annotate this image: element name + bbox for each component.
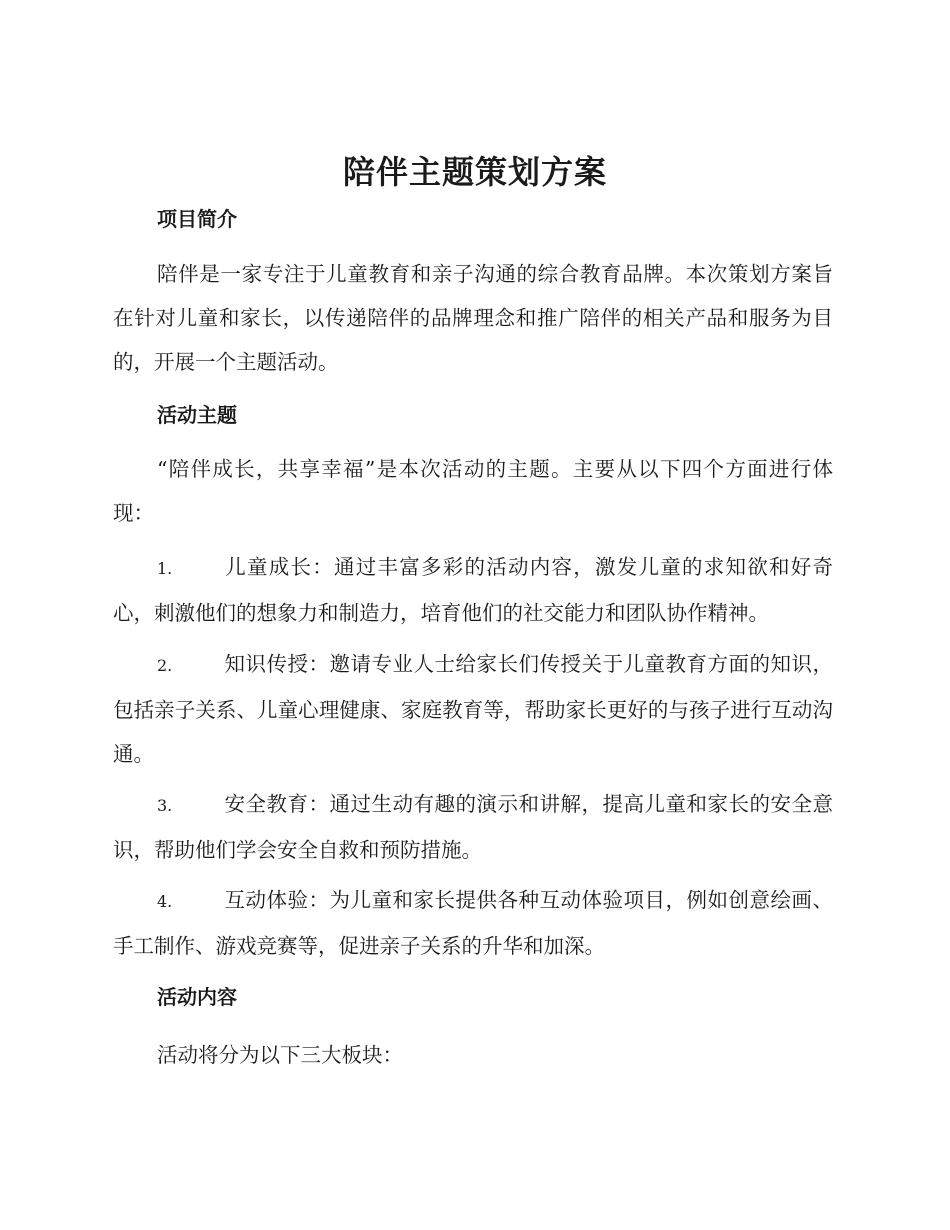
section-heading-project-intro: 项目简介 (157, 207, 237, 231)
list-item-text: 互动体验：为儿童和家长提供各种互动体验项目，例如创意绘画、手工制作、游戏竞赛等，促进亲子关系的升华和加深。 (113, 888, 833, 958)
list-item (113, 782, 833, 872)
list-item-number: 3. (157, 796, 173, 815)
list-item-text: 知识传授：邀请专业人士给家长们传授关于儿童教育方面的知识，包括亲子关系、儿童心理健康、家庭教育等，帮助家长更好的与孩子进行互动沟通。 (113, 652, 833, 766)
list-item (113, 878, 833, 968)
list-item-text: 安全教育：通过生动有趣的演示和讲解，提高儿童和家长的安全意识，帮助他们学会安全自救和预防措施。 (113, 792, 833, 862)
section-heading-activity-content: 活动内容 (157, 985, 237, 1009)
section-paragraph-project-intro: 陪伴是一家专注于儿童教育和亲子沟通的综合教育品牌。本次策划方案旨在针对儿童和家长，以传递陪伴的品牌理念和推广陪伴的相关产品和服务为目的，开展一个主题活动。 (113, 262, 833, 374)
list-item-number: 1. (157, 559, 173, 578)
section-paragraph-activity-content: 活动将分为以下三大板块： (157, 1043, 403, 1067)
section-heading-activity-theme: 活动主题 (157, 403, 237, 427)
list-item (113, 545, 833, 635)
section-paragraph-activity-theme: “陪伴成长，共享幸福”是本次活动的主题。主要从以下四个方面进行体现： (113, 457, 833, 525)
list-item-text: 儿童成长：通过丰富多彩的活动内容，激发儿童的求知欲和好奇心，刺激他们的想象力和制造力，培育他们的社交能力和团队协作精神。 (113, 555, 833, 625)
list-item (113, 642, 833, 776)
document-title: 陪伴主题策划方案 (342, 153, 607, 191)
list-item-number: 4. (157, 892, 173, 911)
list-item-number: 2. (157, 656, 173, 675)
